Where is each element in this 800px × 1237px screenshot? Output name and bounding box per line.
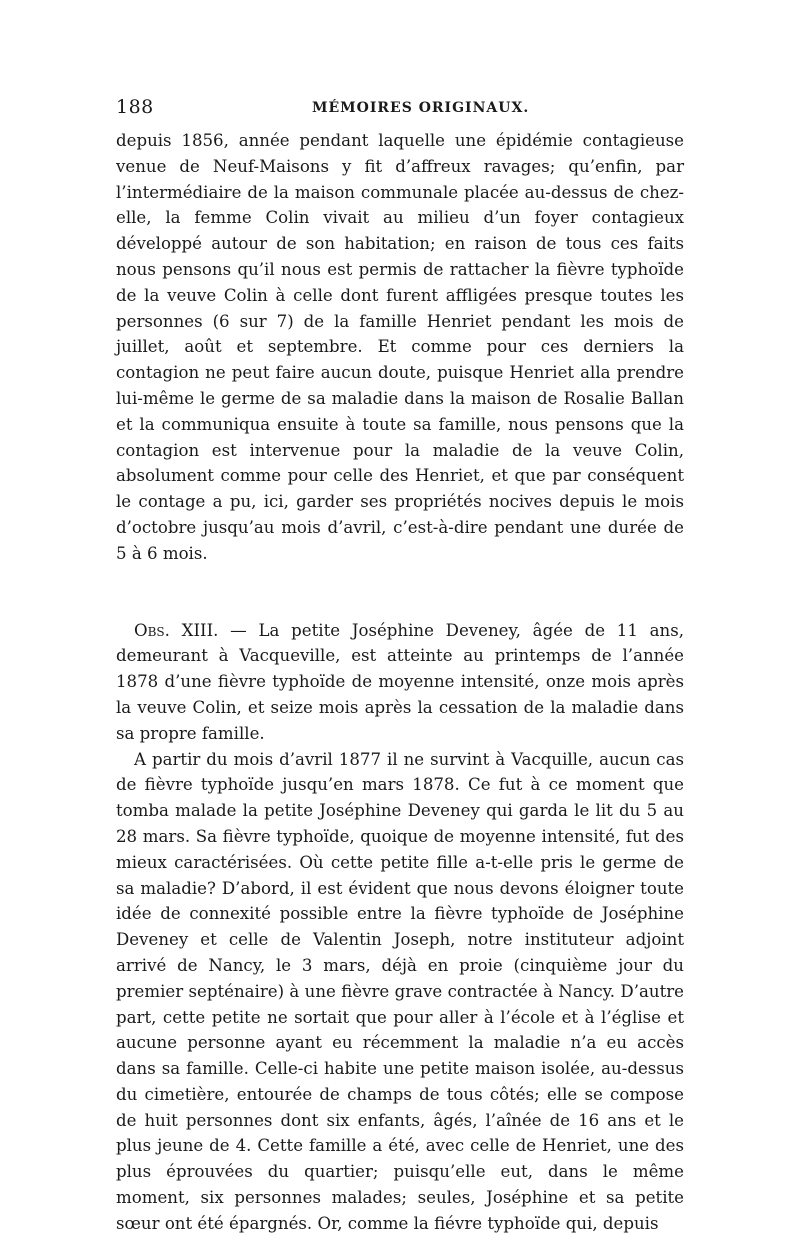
paragraph-continuation: depuis 1856, année pendant laquelle une épidémie contagieuse venue de Neuf-Maisons y fit d’affreux ravages; qu’enfin, par l’intermédiaire de la maison communale placée au-dessus de chez-elle, la femme Colin vivait au milieu d’un foyer contagieux développé autour de son habitation; en raison de tous ces faits nous pensons qu’il nous est permis de rattacher la fièvre typhoïde de la veuve Colin à celle dont furent affligées presque toutes les personnes (6 sur 7) de la famille Henriet pendant les mois de juillet, août et septembre. Et comme pour ces derniers la contagion ne peut faire aucun doute, puisque Henriet alla prendre lui-même le germe de sa maladie dans la maison de Rosalie Ballan et la communiqua ensuite à toute sa famille, nous pensons que la contagion est intervenue pour la maladie de la veuve Colin, absolument comme pour celle des Henriet, et que par conséquent le contage a pu, ici, garder ses propriétés nocives depuis le mois d’octobre jusqu’au mois d’avril, c’est-à-dire pendant une durée de 5 à 6 mois. — [116, 131, 684, 563]
running-title: MÉMOIRES ORIGINAUX. — [312, 100, 530, 116]
observation-paragraph — [116, 618, 684, 747]
observation-text: — La petite Joséphine Deveney, âgée de 11 ans, demeurant à Vacqueville, est atteinte au printemps de l’année 1878 d’une fièvre typhoïde de moyenne intensité, onze mois après la veuve Colin, et seize mois après la cessation de la maladie dans sa propre famille. — [116, 620, 684, 743]
page-number: 188 — [116, 96, 154, 118]
paragraph-narrative: A partir du mois d’avril 1877 il ne survint à Vacquille, aucun cas de fièvre typhoïde jusqu’en mars 1878. Ce fut à ce moment que tomba malade la petite Joséphine Deveney qui garda le lit du 5 au 28 mars. Sa fièvre typhoïde, quoique de moyenne intensité, fut des mieux caractérisées. Où cette petite fille a-t-elle pris le germe de sa maladie? D’abord, il est évident que nous devons éloigner toute idée de connexité possible entre la fièvre typhoïde de Joséphine Deveney et celle de Valentin Joseph, notre instituteur adjoint arrivé de Nancy, le 3 mars, déjà en proie (cinquième jour du premier septénaire) à une fièvre grave contractée à Nancy. D’autre part, cette petite ne sortait que pour aller à l’école et à l’église et aucune personne ayant eu récemment la maladie n’a eu accès dans sa famille. Celle-ci habite une petite maison isolée, au-dessus du cimetière, entourée de champs de tous côtés; elle se compose de huit personnes dont six enfants, âgés, l’aînée de 16 ans et le plus jeune de 4. Cette famille a été, avec celle de Henriet, une des plus éprouvées du quartier; puisqu’elle eut, dans le même moment, six personnes malades; seules, Joséphine et sa petite sœur ont été épargnés. Or, comme la fiévre typhoïde qui, depuis — [116, 749, 684, 1233]
page-header — [116, 96, 684, 124]
observation-label: Obs. XIII. — [134, 620, 219, 640]
body-text — [116, 128, 684, 1237]
